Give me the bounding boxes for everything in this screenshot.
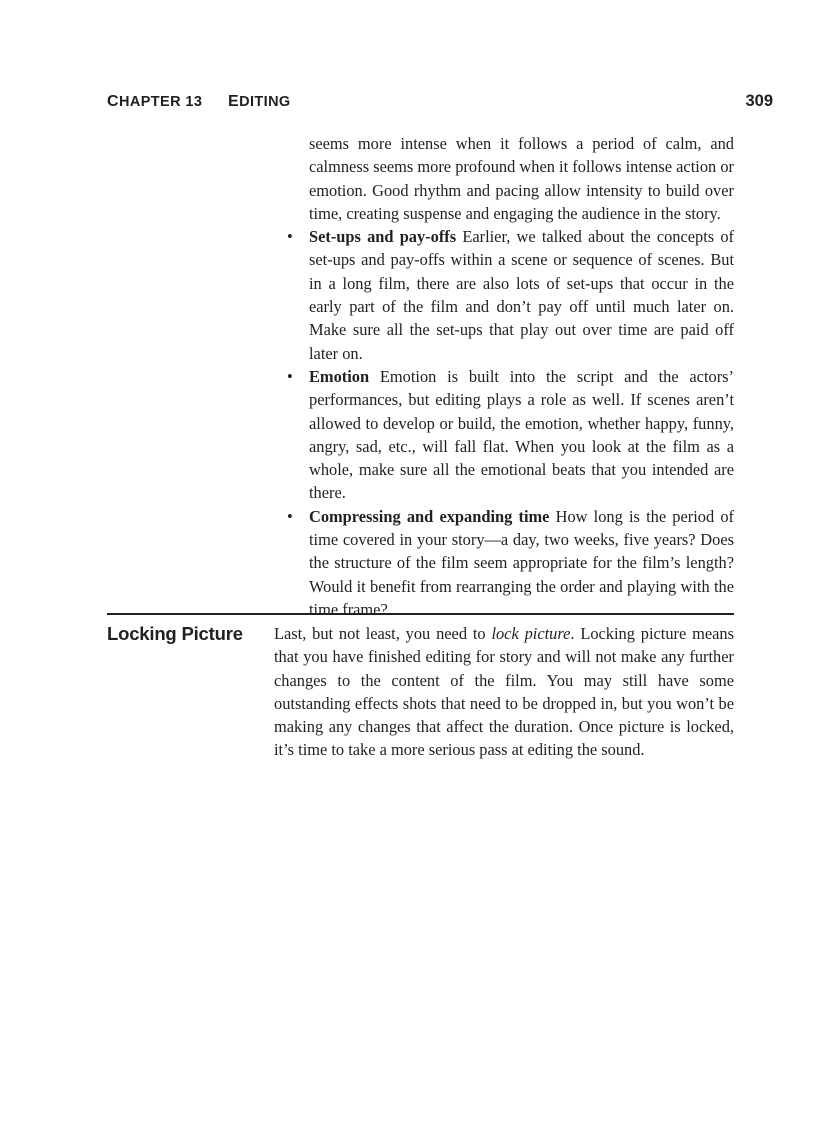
bullet-icon: • (287, 227, 293, 247)
section-body-rest: . Locking picture means that you have finished editing for story and will not make any further changes to the content of the film. You may still have some outstanding effects shots that need to be dropped in, but you won’t be making any changes that affect the duration. Once picture is locked, it’s time to take a more serious pass at editing the sound. (274, 624, 734, 760)
section-heading: Locking Picture (107, 623, 243, 644)
chapter-label: CHAPTER 13 (107, 93, 203, 110)
section-body-lead: Last, but not least, you need to (274, 624, 492, 643)
running-head (107, 93, 773, 113)
bullet-term: Compressing and expanding time (309, 506, 550, 526)
section-body (274, 622, 734, 762)
bullet-text: Emotion is built into the script and the actors’ performances, but editing plays a role as well. If scenes aren’t allowed to develop or build, the emotion, whether happy, funny, angry, sad, etc., will fall flat. When you look at the film as a whole, make sure all the emotional beats that you intended are there. (309, 366, 734, 503)
section-body-emphasis: lock picture (491, 624, 571, 643)
bullet-item-emotion (287, 365, 734, 505)
bullet-section (287, 132, 734, 621)
continued-paragraph: seems more intense when it follows a period of calm, and calmness seems more profound when it follows intense action or emotion. Good rhythm and pacing allow intensity to build over time, creating suspense and engaging the audience in the story. (309, 134, 734, 223)
bullet-item-time (287, 505, 734, 621)
bullet-term: Emotion (309, 366, 370, 386)
section-divider (107, 613, 734, 615)
bullet-text: How long is the period of time covered in your story—a day, two weeks, five years? Does the structure of the film seem appropriate for the film’s length? Would it benefit from rearranging the order and playing with the time frame? (309, 506, 734, 619)
chapter-title: EDITING (228, 93, 291, 110)
bullet-icon: • (287, 366, 293, 386)
bullet-item-setups-payoffs (287, 225, 734, 365)
page-number: 309 (745, 92, 773, 110)
bullet-icon: • (287, 506, 293, 526)
bullet-text: Earlier, we talked about the concepts of set-ups and pay-offs within a scene or sequence of scenes. But in a long film, there are also lots of set-ups that occur in the early part of the film and don’t pay off until much later on. Make sure all the set-ups that play out over time are paid off later on. (309, 227, 734, 363)
bullet-list (287, 225, 734, 621)
bullet-term: Set-ups and pay-offs (309, 227, 457, 247)
